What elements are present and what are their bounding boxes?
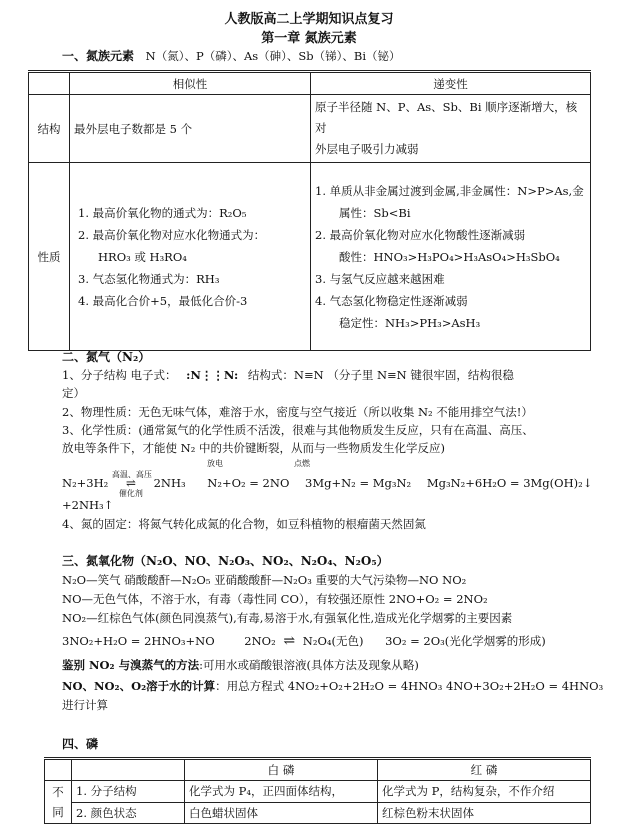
section1-elements: N（氮）、P（磷）、As（砷）、Sb（锑）、Bi（铋）	[145, 49, 401, 63]
calc-text: ：用总方程式 4NO₂+O₂+2H₂O = 4HNO₃ 4NO+3O₂+2H₂O = 4HNO₃	[215, 679, 604, 693]
cond-discharge: 放电	[207, 459, 223, 468]
table-corner	[29, 72, 70, 95]
s3-line3: NO₂—红棕色气体(颜色同溴蒸气),有毒,易溶于水,有强氧化性,造成光化学烟雾的主要因素	[62, 611, 513, 625]
list-item: 3. 与氢气反应越来越困难	[315, 271, 445, 286]
page-title: 人教版高二上学期知识点复习	[224, 12, 394, 27]
s3-line5	[62, 656, 419, 674]
eq4-continued: +2NH₃↑	[62, 498, 114, 512]
s2-line2: 2、物理性质：无色无味气体，难溶于水，密度与空气接近（所以收集 N₂ 不能用排空气法!）	[62, 405, 533, 419]
property-similar	[70, 163, 311, 351]
calc-label: NO、NO₂、O₂溶于水的计算	[62, 679, 216, 693]
col-header-similar: 相似性	[70, 72, 311, 95]
table-cell-red: 红棕色粉末状固体	[378, 802, 591, 824]
reversible-arrow-icon: ⇌	[283, 633, 296, 649]
table-corner	[72, 759, 185, 781]
eq4: Mg₃N₂+6H₂O = 3Mg(OH)₂↓	[426, 476, 593, 490]
table-cell-white: 化学式为 P₄，正四面体结构，	[185, 781, 378, 803]
s2-line3a: 3、化学性质：(通常氮气的化学性质不活泼，很难与其他物质发生反应，只有在高温、高压、	[62, 423, 534, 437]
eq1-left: N₂+3H₂	[62, 476, 109, 490]
eq-n2o4: N₂O₄(无色)	[302, 634, 364, 648]
s3-line1: N₂O—笑气 硝酸酸酐—N₂O₅ 亚硝酸酸酐—N₂O₃ 重要的大气污染物—NO NO₂	[62, 573, 467, 587]
s2-line3b: 放电等条件下，才能使 N₂ 中的共价键断裂，从而与一些物质发生化学反应)	[62, 441, 445, 455]
identify-method-text: :可用水或硝酸银溶液(具体方法及现象从略)	[199, 658, 419, 672]
reversible-arrow	[112, 470, 150, 498]
s2-molecular-structure: 1、分子结构 电子式：	[62, 368, 177, 382]
section3-heading: 三、氮氧化物（N₂O、NO、N₂O₃、NO₂、N₂O₄、N₂O₅）	[62, 554, 389, 568]
list-item: 3. 气态氢化物通式为：RH₃	[78, 271, 220, 286]
cond-high-temp-pressure: 高温、高压	[111, 470, 152, 479]
s3-line4	[62, 632, 546, 650]
col-header-white: 白 磷	[185, 759, 378, 781]
diff-label-top: 不	[52, 785, 64, 799]
eq3: 3Mg+N₂ = Mg₃N₂	[305, 476, 412, 490]
structure-similar: 最外层电子数都是 5 个	[70, 95, 311, 163]
table-corner	[45, 759, 72, 781]
s2-structural-formula: 结构式：N≡N （分子里 N≡N 键很牢固，结构很稳	[247, 368, 514, 382]
list-item: 酸性：HNO₃>H₃PO₄>H₃AsO₄>H₃SbO₄	[339, 249, 560, 264]
phosphorus-table	[44, 757, 591, 824]
list-item: 2. 最高价氧化物对应水化物通式为：	[78, 227, 266, 242]
s3-line6	[62, 677, 603, 695]
list-item: 1. 单质从非金属过渡到金属,非金属性：N>P>As,金	[315, 183, 584, 198]
chapter-title: 第一章 氮族元素	[261, 31, 357, 46]
row-label-structure: 结构	[29, 95, 70, 163]
eq-ozone: 3O₂ = 2O₃(光化学烟雾的形成)	[385, 634, 546, 648]
s3-line2: NO—无色气体，不溶于水，有毒（毒性同 CO），有较强还原性 2NO+O₂ = 2NO₂	[62, 592, 488, 606]
list-item: 4. 最高化合价+5，最低化合价-3	[78, 293, 248, 308]
table-row-label: 2. 颜色状态	[72, 802, 185, 824]
list-item: HRO₃ 或 H₃RO₄	[98, 249, 187, 264]
structure-trend-line2: 外层电子吸引力减弱	[315, 142, 419, 156]
cond-catalyst: 催化剂	[118, 489, 143, 498]
eq-no2-left: 2NO₂	[244, 634, 276, 648]
list-item: 属性：Sb<Bi	[339, 205, 411, 220]
table-cell-white: 白色蜡状固体	[185, 802, 378, 824]
section1-heading: 一、氮族元素	[62, 49, 135, 63]
reversible-arrow-icon: ⇌	[125, 476, 136, 490]
s2-line1c: 定）	[62, 386, 85, 400]
col-header-trend: 递变性	[311, 72, 591, 95]
section2-heading: 二、氮气（N₂）	[62, 350, 151, 364]
list-item: 2. 最高价氧化物对应水化物酸性逐渐减弱	[315, 227, 526, 242]
s2-line4: 4、氮的固定：将氮气转化成氮的化合物，如豆科植物的根瘤菌天然固氮	[62, 517, 426, 531]
s2-line1	[62, 366, 514, 384]
list-item: 1. 最高价氧化物的通式为：R₂O₅	[78, 205, 247, 220]
section4-heading: 四、磷	[62, 737, 99, 751]
cond-ignite: 点燃	[294, 459, 310, 468]
table-row-label: 1. 分子结构	[72, 781, 185, 803]
eq1-right: 2NH₃	[153, 476, 186, 490]
section1-heading-row	[62, 47, 401, 65]
row-label-property: 性质	[29, 163, 70, 351]
eq2: N₂+O₂ = 2NO	[207, 476, 290, 490]
s2-equations	[62, 470, 592, 498]
nitrogen-family-table	[28, 70, 591, 351]
col-header-red: 红 磷	[378, 759, 591, 781]
table-cell-red: 化学式为 P，结构复杂，不作介绍	[378, 781, 591, 803]
s3-line7: 进行计算	[62, 698, 108, 712]
list-item: 稳定性：NH₃>PH₃>AsH₃	[339, 315, 481, 330]
identify-method-label: 鉴别 NO₂ 与溴蒸气的方法	[62, 658, 200, 672]
electron-formula: :N⋮⋮N:	[186, 368, 239, 382]
eq-no2-water: 3NO₂+H₂O = 2HNO₃+NO	[62, 634, 215, 648]
structure-trend-line1: 原子半径随 N、P、As、Sb、Bi 顺序逐渐增大，核对	[315, 100, 578, 135]
list-item: 4. 气态氢化物稳定性逐渐减弱	[315, 293, 468, 308]
diff-label-bottom: 同	[52, 805, 64, 819]
diff-label	[45, 781, 72, 824]
property-trend	[311, 163, 591, 351]
structure-trend	[311, 95, 591, 163]
